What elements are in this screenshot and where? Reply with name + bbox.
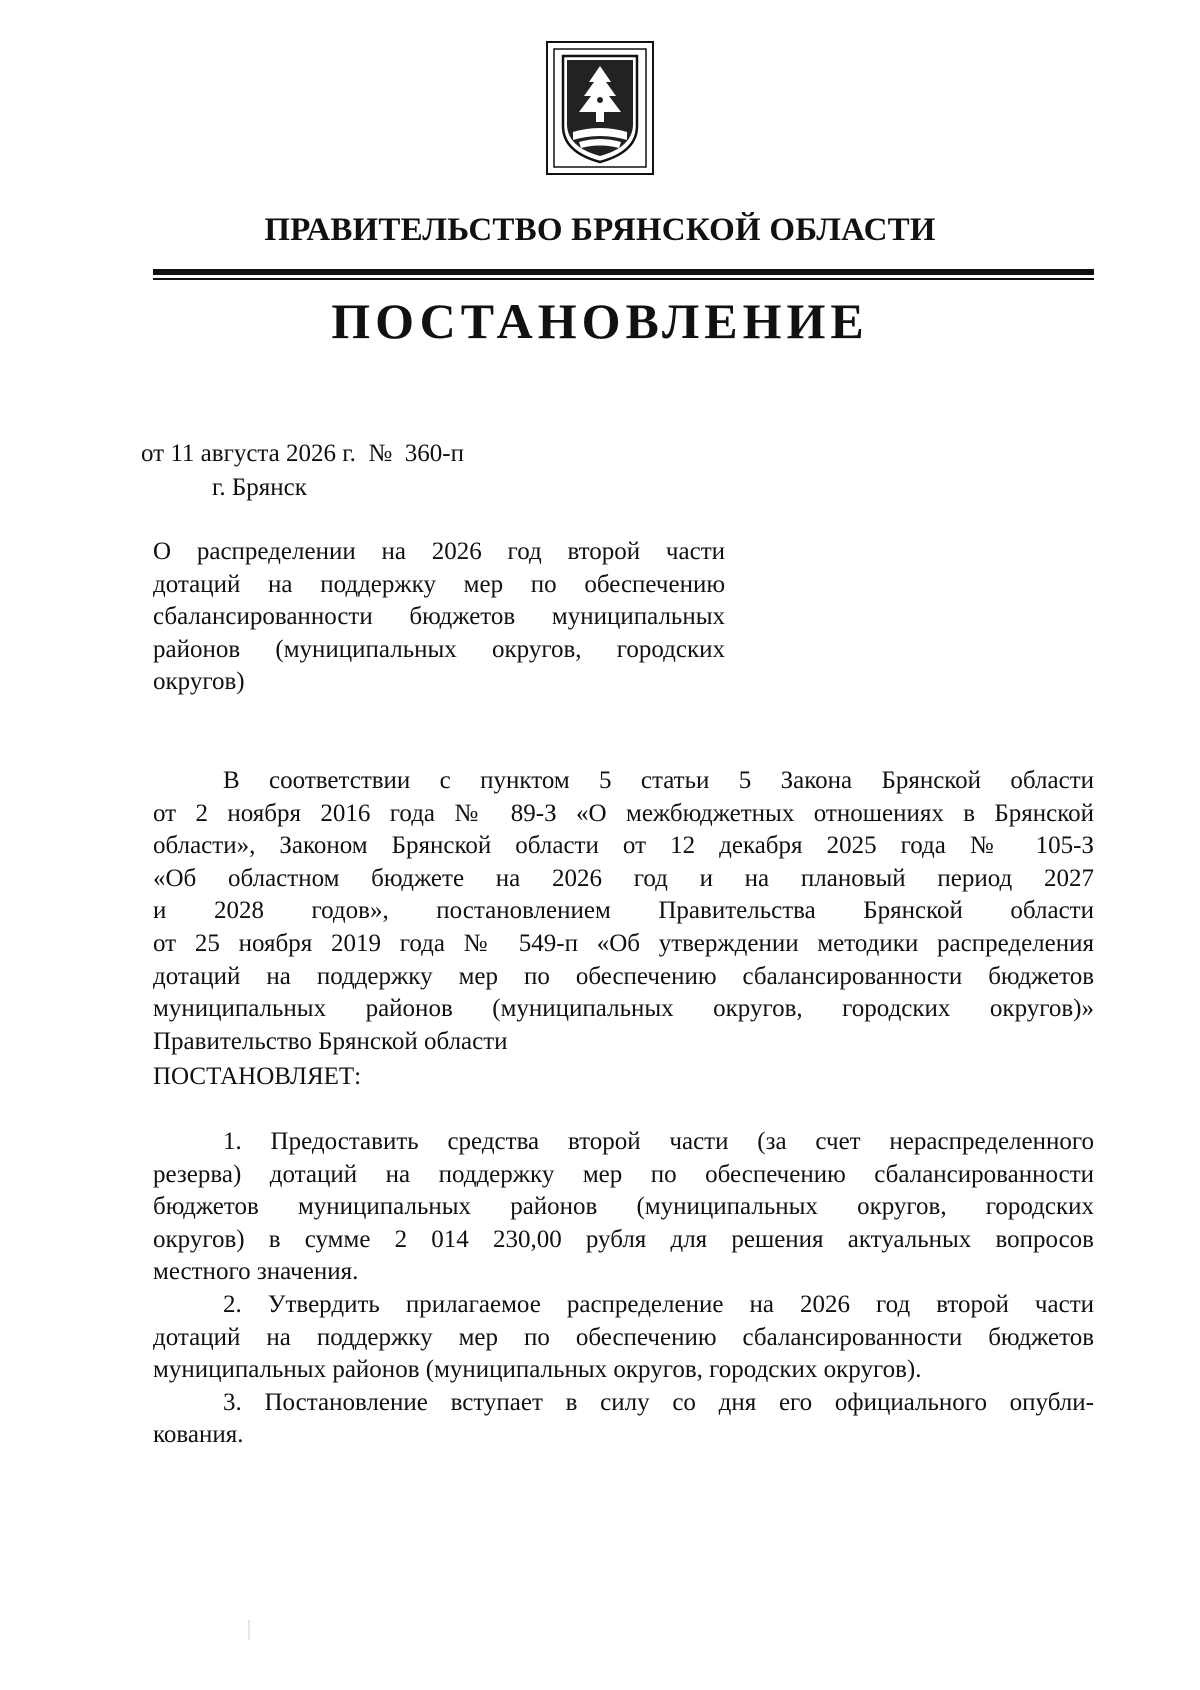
basis-line: дотаций на поддержку мер по обеспечению сбалансированности бюджетов — [153, 962, 1094, 990]
resolution-item-3 — [153, 1387, 1094, 1452]
resolution-item-2 — [153, 1289, 1094, 1387]
subject-line: сбалансированности бюджетов муниципальных — [153, 603, 725, 630]
subject-line: округов) — [153, 668, 245, 695]
scan-artifact — [248, 1620, 250, 1640]
item-line: бюджетов муниципальных районов (муниципальных округов, городских — [153, 1193, 1094, 1221]
document-subject — [153, 536, 725, 699]
item-line: кования. — [153, 1421, 244, 1449]
item-line: округов) в сумме 2 014 230,00 рубля для решения актуальных вопросов — [153, 1225, 1094, 1253]
document-dateline: от 11 августа 2026 г. № 360-п — [141, 440, 464, 467]
item-line: муниципальных районов (муниципальных округов, городских округов). — [153, 1356, 922, 1384]
basis-line: от 25 ноября 2019 года № 549-п «Об утверждении методики распределения — [153, 929, 1094, 957]
resolution-item-1 — [153, 1126, 1094, 1289]
item-line: дотаций на поддержку мер по обеспечению сбалансированности бюджетов — [153, 1323, 1094, 1351]
item-line: резерва) дотаций на поддержку мер по обеспечению сбалансированности — [153, 1160, 1094, 1188]
coat-of-arms-icon — [545, 40, 655, 176]
basis-line: области», Законом Брянской области от 12 декабря 2025 года № 105-З — [153, 832, 1094, 860]
document-type-title: ПОСТАНОВЛЕНИЕ — [331, 293, 869, 349]
subject-line: дотаций на поддержку мер по обеспечению — [153, 570, 725, 598]
header-divider-thick — [153, 269, 1094, 275]
organization-title: ПРАВИТЕЛЬСТВО БРЯНСКОЙ ОБЛАСТИ — [264, 212, 936, 248]
basis-line: муниципальных районов (муниципальных округов, городских округов)» — [153, 995, 1094, 1023]
subject-line: районов (муниципальных округов, городских — [153, 635, 725, 663]
item-line: 2. Утвердить прилагаемое распределение на 2026 год второй части — [223, 1290, 1094, 1318]
basis-line: В соответствии с пунктом 5 статьи 5 Закона Брянской области — [223, 767, 1094, 794]
coat-of-arms-emblem — [545, 40, 655, 176]
basis-line: Правительство Брянской области — [153, 1027, 508, 1055]
item-line: 1. Предоставить средства второй части (за счет нераспределенного — [223, 1128, 1094, 1155]
resolution-items — [153, 1126, 1094, 1452]
subject-line: О распределении на 2026 год второй части — [153, 538, 725, 565]
basis-paragraph — [153, 765, 1094, 1058]
basis-line: «Об областном бюджете на 2026 год и на плановый период 2027 — [153, 864, 1094, 892]
basis-line: и 2028 годов», постановлением Правительства Брянской области — [153, 897, 1094, 925]
item-line: местного значения. — [153, 1258, 359, 1286]
item-line: 3. Постановление вступает в силу со дня его официального опубли- — [223, 1388, 1094, 1416]
basis-line: от 2 ноября 2016 года № 89-З «О межбюджетных отношениях в Брянской — [153, 799, 1094, 827]
decree-word: ПОСТАНОВЛЯЕТ: — [153, 1063, 362, 1090]
document-city: г. Брянск — [212, 474, 307, 501]
header-divider-thin — [153, 278, 1094, 280]
